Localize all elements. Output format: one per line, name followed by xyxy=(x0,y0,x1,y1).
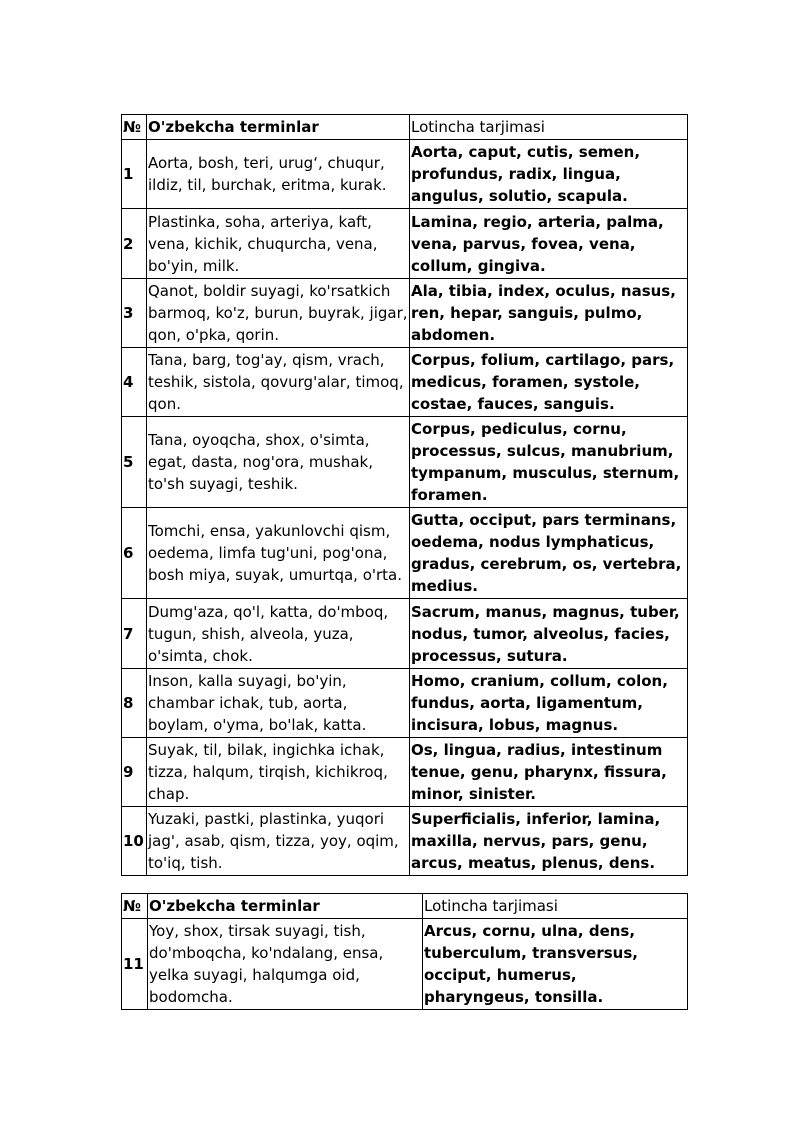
latin-terms-cell: Corpus, pediculus, cornu, processus, sulcus, manubrium, tympanum, musculus, sternum, foramen. xyxy=(410,417,688,508)
table-row xyxy=(122,807,688,876)
table-row xyxy=(122,209,688,279)
header-latin-translation: Lotincha tarjimasi xyxy=(423,894,688,919)
uzbek-terms-cell: Tomchi, ensa, yakunlovchi qism, oedema, limfa tug'uni, pog'ona, bosh miya, suyak, umurtqa, o'rta. xyxy=(147,508,410,599)
row-number: 6 xyxy=(122,508,147,599)
row-number: 5 xyxy=(122,417,147,508)
table-row xyxy=(122,599,688,669)
uzbek-terms-cell: Tana, barg, tog'ay, qism, vrach, teshik, sistola, qovurg'alar, timoq, qon. xyxy=(147,348,410,417)
table-header-row xyxy=(122,894,688,919)
row-number: 7 xyxy=(122,599,147,669)
uzbek-terms-cell: Tana, oyoqcha, shox, o'simta, egat, dasta, nog'ora, mushak, to'sh suyagi, teshik. xyxy=(147,417,410,508)
uzbek-terms-cell: Inson, kalla suyagi, bo'yin, chambar ichak, tub, aorta, boylam, o'yma, bo'lak, katta. xyxy=(147,669,410,738)
terms-table-2 xyxy=(121,893,688,1010)
uzbek-terms-cell: Yoy, shox, tirsak suyagi, tish, do'mboqcha, ko'ndalang, ensa, yelka suyagi, halqumga oid, bodomcha. xyxy=(148,919,423,1010)
table-row xyxy=(122,417,688,508)
table-header-row xyxy=(122,115,688,140)
header-number: № xyxy=(122,894,148,919)
table-row xyxy=(122,669,688,738)
row-number: 9 xyxy=(122,738,147,807)
uzbek-terms-cell: Suyak, til, bilak, ingichka ichak, tizza, halqum, tirqish, kichikroq, chap. xyxy=(147,738,410,807)
latin-terms-cell: Arcus, cornu, ulna, dens, tuberculum, transversus, occiput, humerus, pharyngeus, tonsilla. xyxy=(423,919,688,1010)
row-number: 2 xyxy=(122,209,147,279)
row-number: 3 xyxy=(122,279,147,348)
header-uzbek-terms: O'zbekcha terminlar xyxy=(148,894,423,919)
latin-terms-cell: Ala, tibia, index, oculus, nasus, ren, hepar, sanguis, pulmo, abdomen. xyxy=(410,279,688,348)
uzbek-terms-cell: Dumg'aza, qo'l, katta, do'mboq, tugun, shish, alveola, yuza, o'simta, chok. xyxy=(147,599,410,669)
header-number: № xyxy=(122,115,147,140)
terms-table-1 xyxy=(121,114,688,876)
uzbek-terms-cell: Yuzaki, pastki, plastinka, yuqori jag', asab, qism, tizza, yoy, oqim, to'iq, tish. xyxy=(147,807,410,876)
latin-terms-cell: Os, lingua, radius, intestinum tenue, genu, pharynx, fissura, minor, sinister. xyxy=(410,738,688,807)
table-row xyxy=(122,279,688,348)
table-row xyxy=(122,919,688,1010)
row-number: 10 xyxy=(122,807,147,876)
row-number: 8 xyxy=(122,669,147,738)
uzbek-terms-cell: Plastinka, soha, arteriya, kaft, vena, kichik, chuqurcha, vena, bo'yin, milk. xyxy=(147,209,410,279)
latin-terms-cell: Lamina, regio, arteria, palma, vena, parvus, fovea, vena, collum, gingiva. xyxy=(410,209,688,279)
table-row xyxy=(122,738,688,807)
uzbek-terms-cell: Aorta, bosh, teri, urug‘, chuqur, ildiz, til, burchak, eritma, kurak. xyxy=(147,140,410,209)
latin-terms-cell: Homo, cranium, collum, colon, fundus, aorta, ligamentum, incisura, lobus, magnus. xyxy=(410,669,688,738)
row-number: 11 xyxy=(122,919,148,1010)
latin-terms-cell: Superficialis, inferior, lamina, maxilla, nervus, pars, genu, arcus, meatus, plenus, dens. xyxy=(410,807,688,876)
row-number: 4 xyxy=(122,348,147,417)
latin-terms-cell: Sacrum, manus, magnus, tuber, nodus, tumor, alveolus, facies, processus, sutura. xyxy=(410,599,688,669)
table-row xyxy=(122,140,688,209)
latin-terms-cell: Corpus, folium, cartilago, pars, medicus, foramen, systole, costae, fauces, sanguis. xyxy=(410,348,688,417)
table-row xyxy=(122,508,688,599)
header-latin-translation: Lotincha tarjimasi xyxy=(410,115,688,140)
row-number: 1 xyxy=(122,140,147,209)
table-row xyxy=(122,348,688,417)
latin-terms-cell: Aorta, caput, cutis, semen, profundus, radix, lingua, angulus, solutio, scapula. xyxy=(410,140,688,209)
latin-terms-cell: Gutta, occiput, pars terminans, oedema, nodus lymphaticus, gradus, cerebrum, os, vertebra, medius. xyxy=(410,508,688,599)
uzbek-terms-cell: Qanot, boldir suyagi, ko'rsatkich barmoq, ko'z, burun, buyrak, jigar, qon, o'pka, qorin. xyxy=(147,279,410,348)
header-uzbek-terms: O'zbekcha terminlar xyxy=(147,115,410,140)
